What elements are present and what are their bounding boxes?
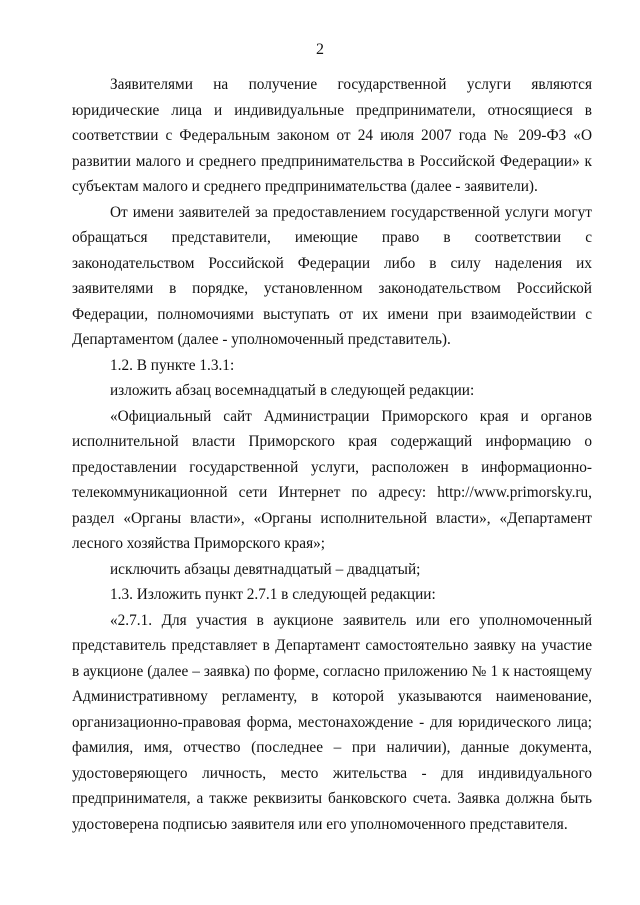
paragraph-amend-18th: изложить абзац восемнадцатый в следующей редакции: [110,382,475,399]
document-body [72,72,592,837]
paragraph-item-1-2: 1.2. В пункте 1.3.1: [110,356,235,374]
paragraph-applicants: Заявителями на получение государственной услуги являются юридические лица и индивидуальные предприниматели, относящиеся в соответствии с Федеральным законом от 24 июля 2007 года № 209-ФЗ «О развитии малого и среднего предпринимательства в Российской Федерации» к субъектам малого и среднего предпринимательства (далее - заявители). [72,76,592,195]
paragraph-item-1-3: 1.3. Изложить пункт 2.7.1 в следующей редакции: [110,586,436,603]
paragraph-exclude: исключить абзацы девятнадцатый – двадцатый; [110,560,421,578]
paragraph-official-site: «Официальный сайт Администрации Приморского края и органов исполнительной власти Приморского края содержащий информацию о предоставлении государственной услуги, расположен в информационно-телекоммуникационной сети Интернет по адресу: http://www.primorsky.ru, раздел «Органы власти», «Органы исполнительной власти», «Департамент лесного хозяйства Приморского края»; [72,407,592,552]
page-number: 2 [316,41,324,58]
paragraph-item-2-7-1: «2.7.1. Для участия в аукционе заявитель или его уполномоченный представитель представляет в Департамент самостоятельно заявку на участие в аукционе (далее – заявка) по форме, согласно приложению № 1 к настоящему Административному регламенту, в которой указываются наименование, организационно-правовая форма, местонахождение - для юридического лица; фамилия, имя, отчество (последнее – при наличии), данные документа, удостоверяющего личность, место жительства - для индивидуального предпринимателя, а также реквизиты банковского счета. Заявка должна быть удостоверена подписью заявителя или его уполномоченного представителя. [72,611,592,833]
paragraph-representatives: От имени заявителей за предоставлением государственной услуги могут обращаться представители, имеющие право в соответствии с законодательством Российской Федерации либо в силу наделения их заявителями в порядке, установленном законодательством Российской Федерации, полномочиями выступать от их имени при взаимодействии с Департаментом (далее - уполномоченный представитель). [72,203,592,348]
